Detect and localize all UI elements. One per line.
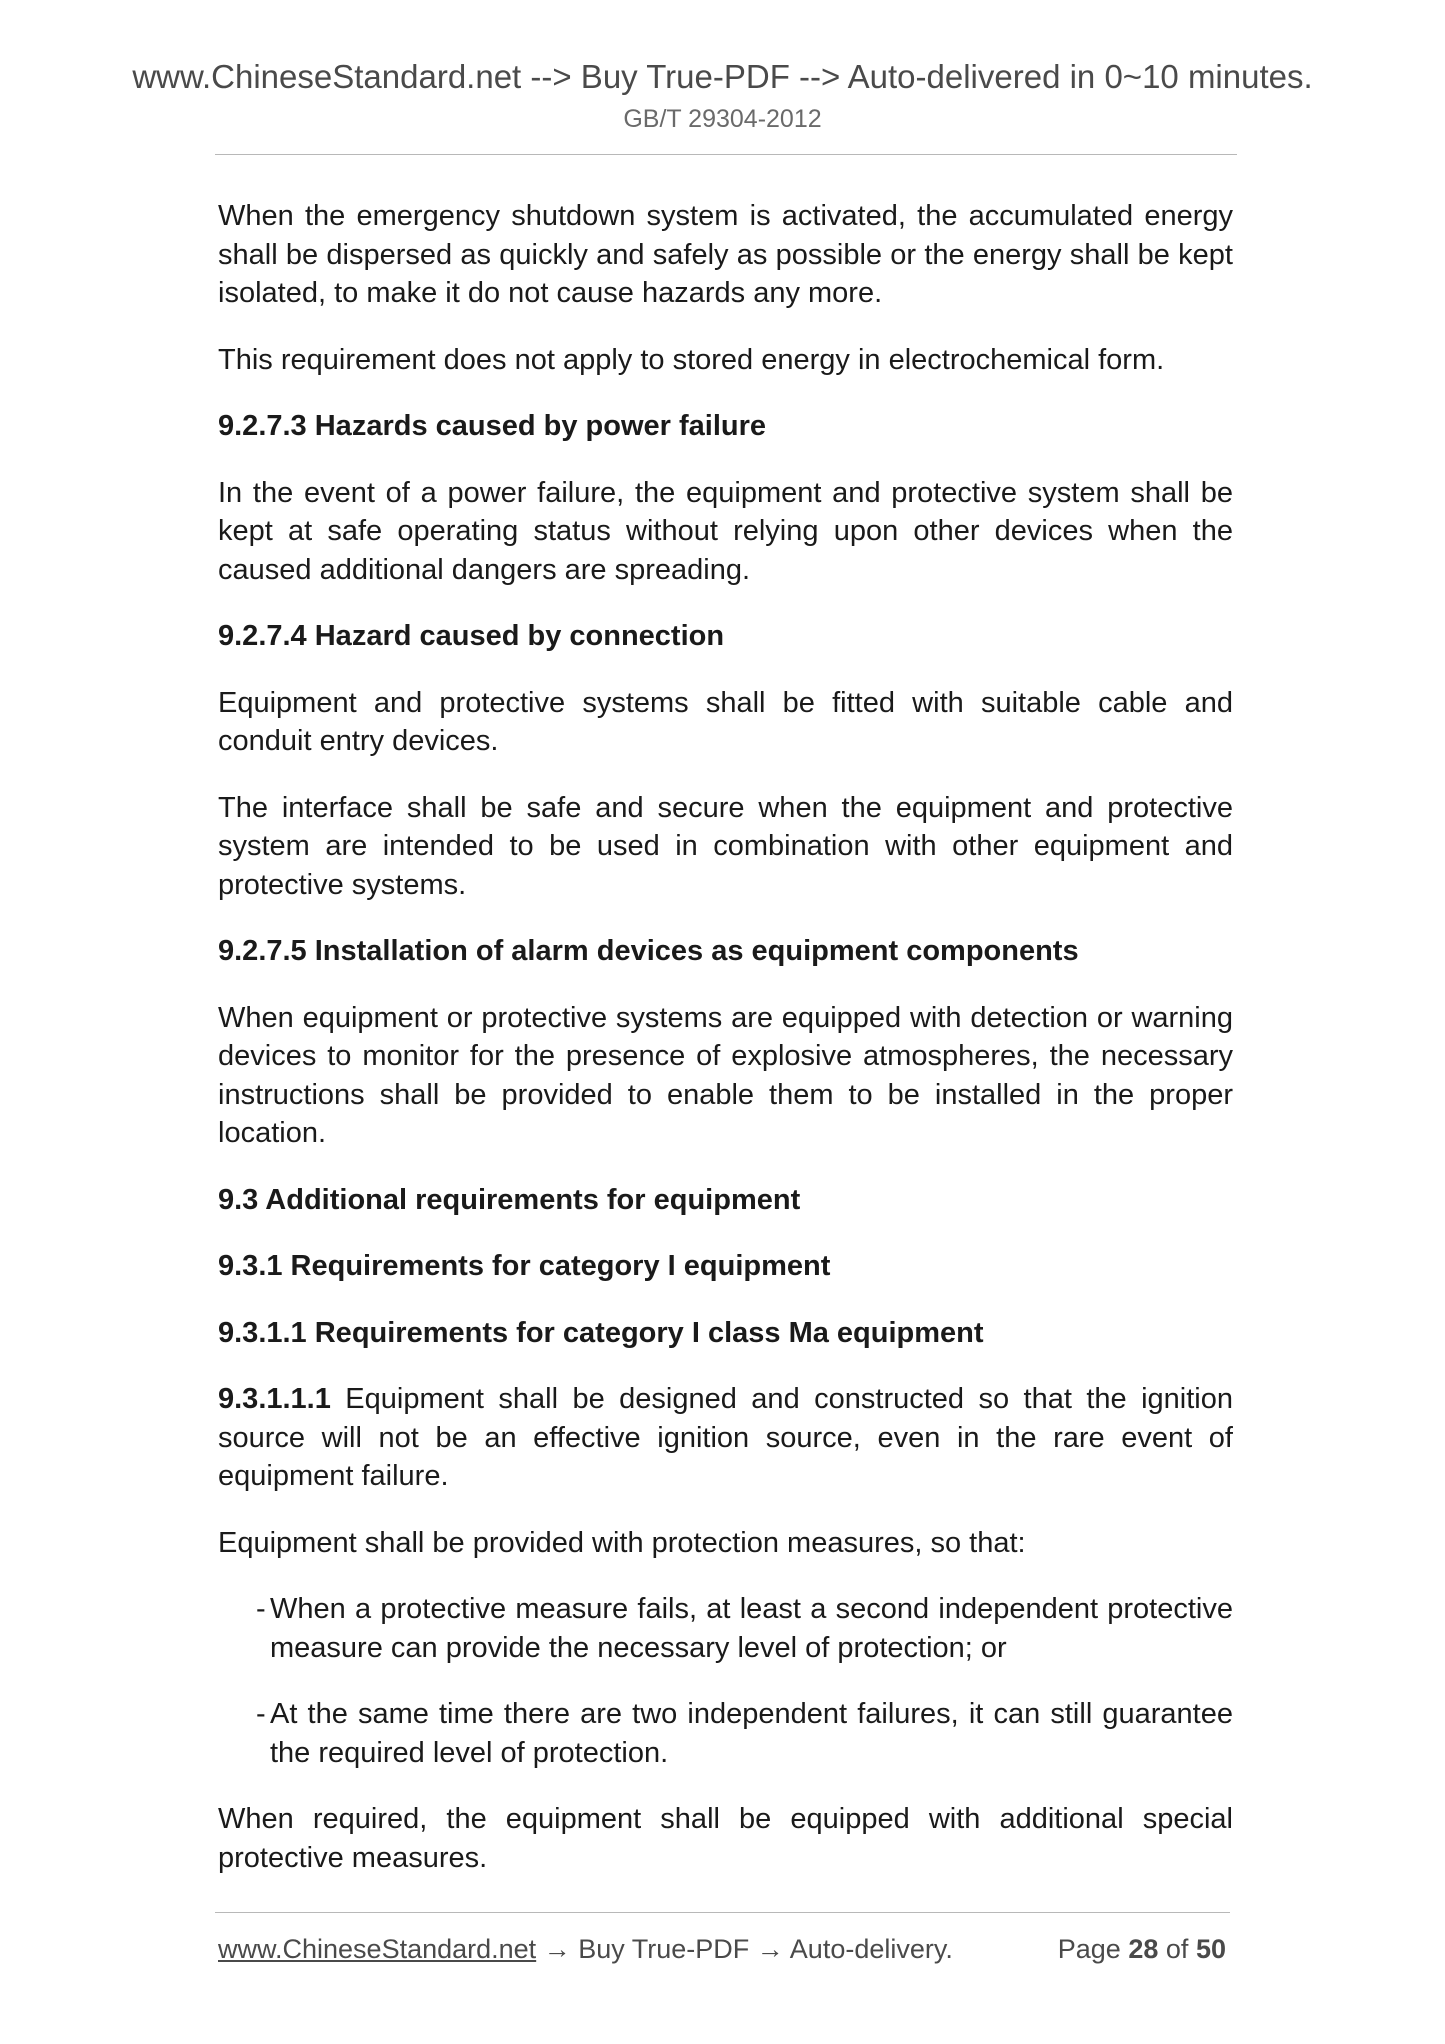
header-banner: www.ChineseStandard.net --> Buy True-PDF --> Auto-delivered in 0~10 minutes. bbox=[132, 58, 1313, 95]
list-item bbox=[218, 1695, 1233, 1772]
list-dash: - bbox=[256, 1698, 266, 1730]
clause-text: Equipment shall be designed and constructed so that the ignition source will not be an effective ignition source, even in the rare event of equipment failure. bbox=[218, 1383, 1233, 1492]
section-heading-9273: 9.2.7.3 Hazards caused by power failure bbox=[218, 410, 767, 442]
footer-buy-text: Buy True-PDF bbox=[578, 1934, 750, 1964]
paragraph: This requirement does not apply to stored energy in electrochemical form. bbox=[218, 343, 1165, 376]
list-item-text: At the same time there are two independent failures, it can still guarantee the required level of protection. bbox=[270, 1698, 1233, 1769]
arrow-icon: → bbox=[543, 1934, 571, 1964]
section-heading-9311: 9.3.1.1 Requirements for category I class Ma equipment bbox=[218, 1316, 984, 1349]
footer bbox=[218, 1934, 1226, 1965]
section-heading-931: 9.3.1 Requirements for category I equipment bbox=[218, 1250, 831, 1282]
paragraph: When required, the equipment shall be equipped with additional special protective measures. bbox=[218, 1803, 1233, 1874]
page-number bbox=[1058, 1934, 1226, 1965]
paragraph: Equipment shall be provided with protection measures, so that: bbox=[218, 1526, 1026, 1559]
section-heading-9274: 9.2.7.4 Hazard caused by connection bbox=[218, 620, 725, 652]
page-current: 28 bbox=[1128, 1934, 1159, 1964]
section-heading-93: 9.3 Additional requirements for equipment bbox=[218, 1183, 801, 1216]
footer-site-link[interactable]: www.ChineseStandard.net bbox=[218, 1934, 537, 1964]
paragraph: Equipment and protective systems shall be fitted with suitable cable and conduit entry devices. bbox=[218, 686, 1233, 757]
arrow-icon: → bbox=[756, 1934, 784, 1964]
page-of: of bbox=[1165, 1934, 1189, 1964]
paragraph-93111 bbox=[218, 1380, 1233, 1496]
page-label: Page bbox=[1057, 1934, 1121, 1964]
document-body bbox=[218, 197, 1233, 1905]
paragraph: When the emergency shutdown system is activated, the accumulated energy shall be dispersed as quickly and safely as possible or the energy shall be kept isolated, to make it do not cause hazards any more. bbox=[218, 200, 1233, 309]
list-item bbox=[218, 1590, 1233, 1667]
footer-delivery-text: Auto-delivery. bbox=[789, 1934, 953, 1964]
footer-divider bbox=[215, 1912, 1230, 1913]
paragraph: The interface shall be safe and secure when the equipment and protective system are intended to be used in combination with other equipment and protective systems. bbox=[218, 791, 1233, 901]
section-heading-9275: 9.2.7.5 Installation of alarm devices as equipment components bbox=[218, 935, 1079, 967]
clause-number: 9.3.1.1.1 bbox=[218, 1383, 331, 1415]
list-dash: - bbox=[256, 1593, 266, 1625]
list-item-text: When a protective measure fails, at least a second independent protective measure can provide the necessary level of protection; or bbox=[270, 1593, 1233, 1664]
paragraph: When equipment or protective systems are equipped with detection or warning devices to monitor for the presence of explosive atmospheres, the necessary instructions shall be provided to enable them to be installed in the proper location. bbox=[218, 1001, 1233, 1149]
header-divider bbox=[215, 154, 1237, 155]
page-total: 50 bbox=[1195, 1934, 1226, 1964]
standard-code: GB/T 29304-2012 bbox=[623, 105, 822, 133]
paragraph: In the event of a power failure, the equipment and protective system shall be kept at safe operating status without relying upon other devices when the caused additional dangers are spreading. bbox=[218, 476, 1233, 586]
